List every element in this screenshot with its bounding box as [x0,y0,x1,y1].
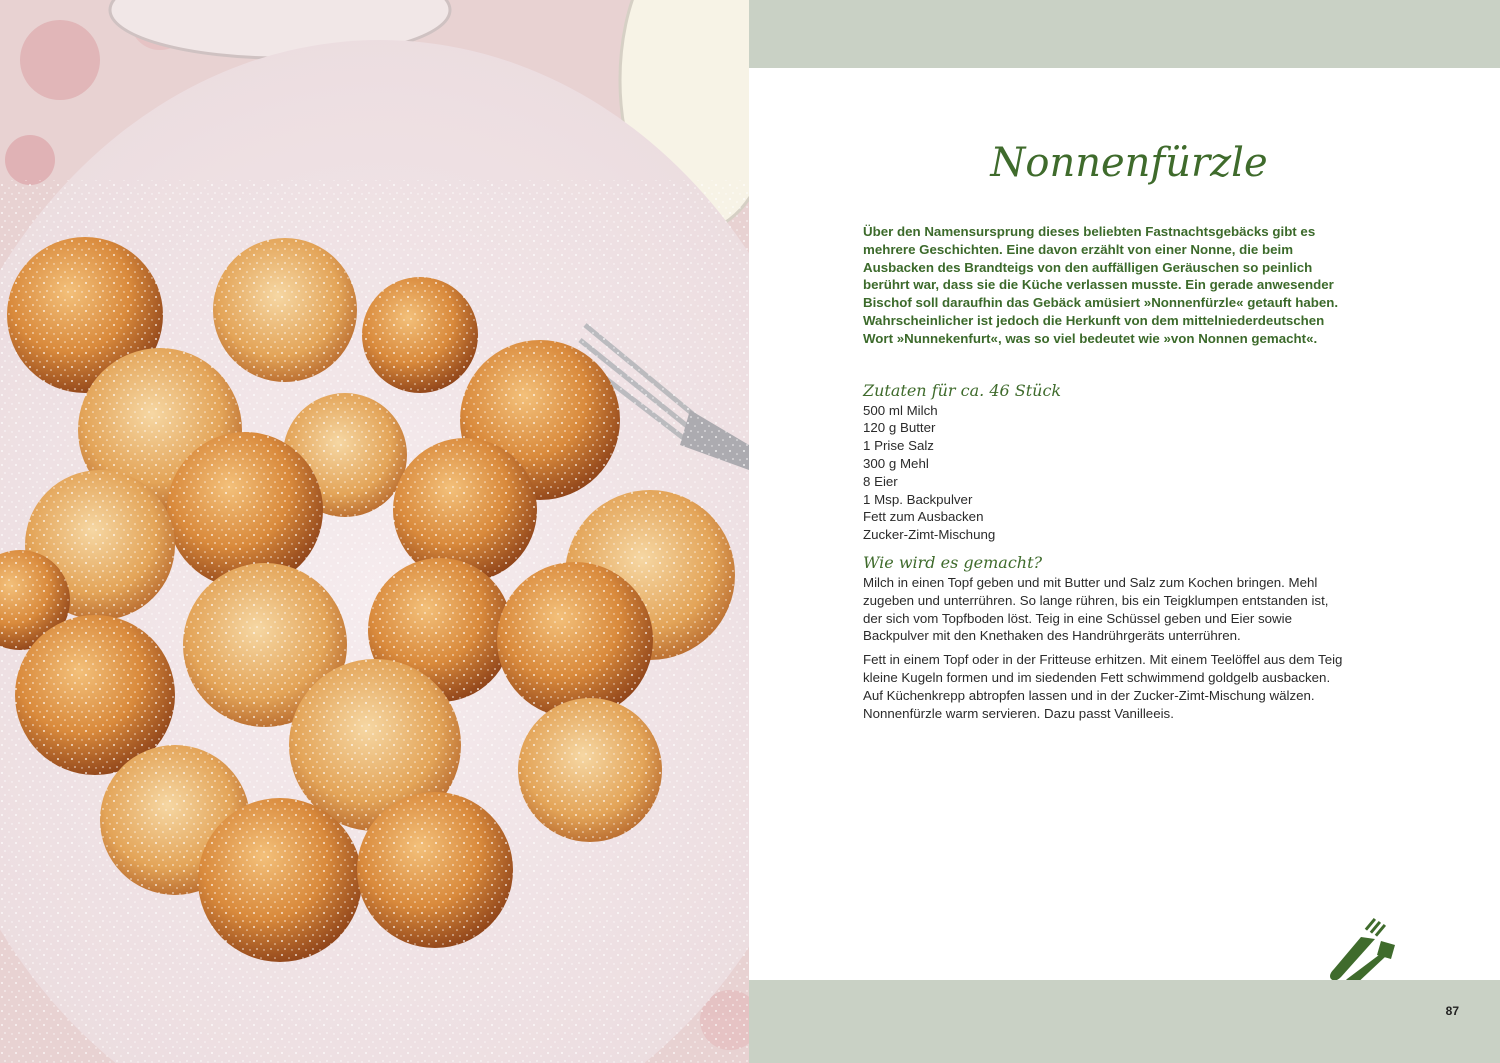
page-number: 87 [1445,1004,1459,1018]
ingredient-item: 120 g Butter [863,420,936,436]
top-band [749,0,1500,68]
method-step: Fett in einem Topf oder in der Fritteuse erhitzen. Mit einem Teelöffel aus dem Teig kleine Kugeln formen und im siedenden Fett schwimmend goldgelb ausbacken. Auf Küchenkrepp abtropfen lassen und in der Zucker-Zimt-Mischung wälzen. Nonnenfürzle warm servieren. Dazu passt Vanilleeis. [863,652,1343,721]
ingredient-item: 1 Msp. Backpulver [863,491,973,507]
ingredient-item: 1 Prise Salz [863,438,934,454]
ingredients-list [863,402,1347,544]
method-step: Milch in einen Topf geben und mit Butter und Salz zum Kochen bringen. Mehl zugeben und unterrühren. So lange rühren, bis ein Teigklumpen entstanden ist, der sich vom Topfboden löst. Teig in eine Schüssel geben und Eier sowie Backpulver mit den Knethaken des Handrührgeräts unterrühren. [863,574,1329,644]
recipe-intro: Über den Namensursprung dieses beliebten Fastnachtsgebäcks gibt es mehrere Geschichten. Eine davon erzählt von einer Nonne, die beim Ausbacken des Brandteigs von den auffälligen Geräuschen so peinlich berührt war, dass sie die Küche verlassen musste. Ein gerade anwesender Bischof soll daraufhin das Gebäck amüsiert »Nonnenfürzle« getauft haben. Wahrscheinlicher ist jedoch die Herkunft von dem mittelniederdeutschen Wort »Nunnekenfurt«, was so viel bedeutet wie »von Nonnen gemacht«. [863,224,1339,346]
recipe-page [749,0,1500,1063]
ingredient-item: Zucker-Zimt-Mischung [863,527,996,543]
recipe-content [863,223,1347,728]
ingredient-item: 500 ml Milch [863,402,938,418]
ingredient-item: Fett zum Ausbacken [863,509,984,525]
method-text [863,574,1347,722]
ingredient-item: 8 Eier [863,473,898,489]
bottom-band [749,980,1500,1063]
recipe-photo [0,0,749,1063]
method-heading: Wie wird es gemacht? [863,552,1043,572]
ingredient-item: 300 g Mehl [863,455,929,471]
recipe-title: Nonnenfürzle [990,140,1268,186]
ingredients-heading: Zutaten für ca. 46 Stück [863,380,1062,400]
